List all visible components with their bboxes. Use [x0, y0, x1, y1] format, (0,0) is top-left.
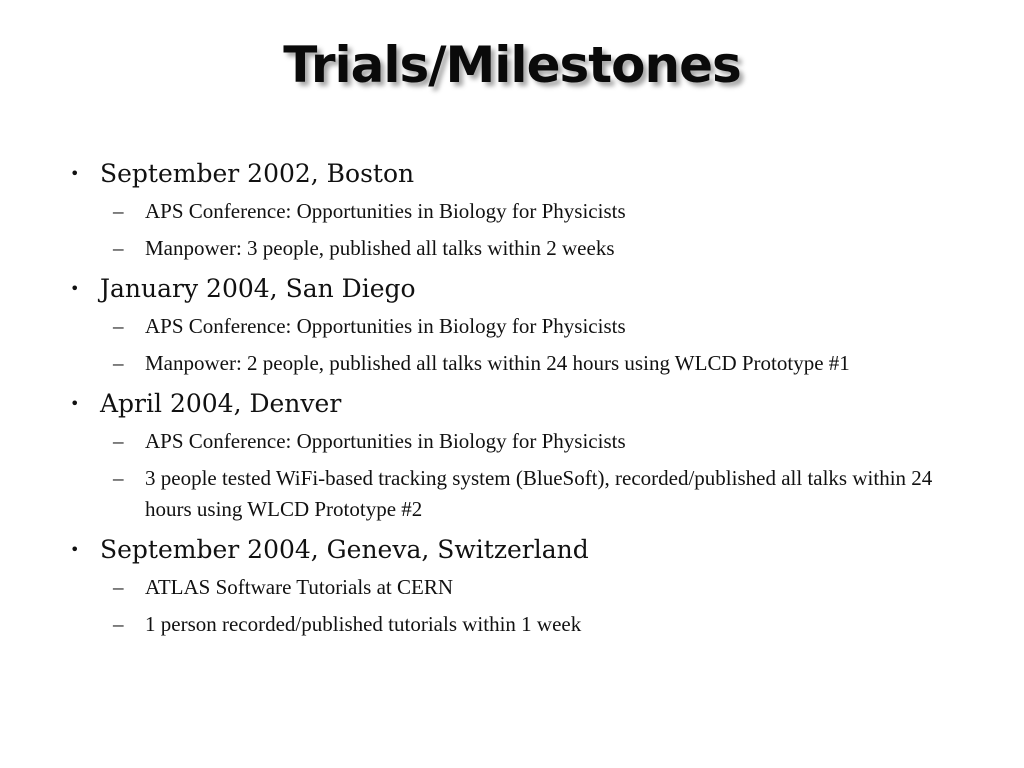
dash-marker: – — [113, 199, 124, 223]
sub-bullet-item — [64, 233, 964, 264]
dash-marker: – — [113, 236, 124, 260]
dash-marker: – — [113, 466, 124, 490]
sub-bullet-text: 3 people tested WiFi-based tracking system (BlueSoft), recorded/published all talks within 24 hours using WLCD Prototype #2 — [145, 466, 933, 521]
dash-marker: – — [113, 314, 124, 338]
bullet-marker: • — [70, 540, 80, 559]
bullet-heading: September 2004, Geneva, Switzerland — [100, 535, 589, 564]
bullet-item — [64, 273, 964, 305]
sub-bullet-item — [64, 311, 964, 342]
dash-marker: – — [113, 429, 124, 453]
sub-bullet-item — [64, 348, 964, 379]
bullet-marker: • — [70, 279, 80, 298]
sub-bullet-text: ATLAS Software Tutorials at CERN — [145, 575, 454, 599]
sub-bullet-text: Manpower: 3 people, published all talks within 2 weeks — [145, 236, 615, 260]
sub-bullet-text: APS Conference: Opportunities in Biology for Physicists — [145, 314, 626, 338]
dash-marker: – — [113, 575, 124, 599]
sub-bullet-item — [64, 609, 964, 640]
slide-title: Trials/Milestones — [283, 36, 741, 94]
sub-bullet-text: 1 person recorded/published tutorials within 1 week — [145, 612, 582, 636]
bullet-heading: January 2004, San Diego — [100, 274, 416, 303]
sub-bullet-item — [64, 572, 964, 603]
bullet-item — [64, 388, 964, 420]
bullet-heading: September 2002, Boston — [100, 159, 415, 188]
dash-marker: – — [113, 351, 124, 375]
bullet-item — [64, 534, 964, 566]
sub-bullet-text: APS Conference: Opportunities in Biology for Physicists — [145, 199, 626, 223]
sub-bullet-item — [64, 463, 964, 525]
bullet-item — [64, 158, 964, 190]
sub-bullet-text: Manpower: 2 people, published all talks within 24 hours using WLCD Prototype #1 — [145, 351, 850, 375]
bullet-heading: April 2004, Denver — [100, 389, 342, 418]
sub-bullet-text: APS Conference: Opportunities in Biology for Physicists — [145, 429, 626, 453]
sub-bullet-item — [64, 196, 964, 227]
dash-marker: – — [113, 612, 124, 636]
bullet-marker: • — [70, 164, 80, 183]
sub-bullet-item — [64, 426, 964, 457]
bullet-marker: • — [70, 394, 80, 413]
bullet-list — [64, 158, 964, 640]
